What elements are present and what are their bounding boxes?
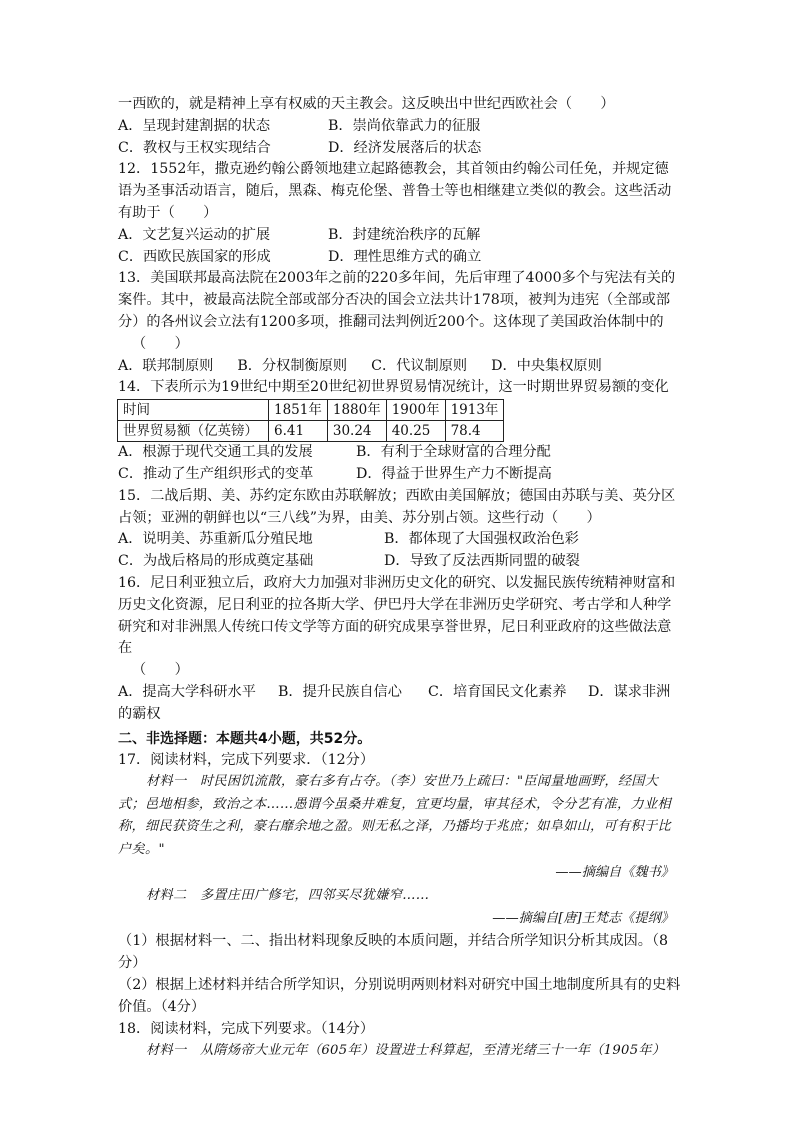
q15-options-row2 — [118, 551, 682, 573]
q16-option-b[interactable]: B．提升民族自信心 — [278, 683, 402, 700]
q17-stem: 17．阅读材料，完成下列要求．（12分） — [118, 751, 375, 768]
q15-option-b[interactable]: B．都体现了大国强权政治色彩 — [384, 531, 579, 548]
table-header-cell: 1913年 — [445, 400, 504, 421]
q17-question-1: （1）根据材料一、二、指出材料现象反映的本质问题，并结合所学知识分析其成因。（8分） — [118, 933, 669, 972]
q13-option-a[interactable]: A．联邦制原则 — [118, 357, 214, 374]
q17-material-2: 材料二 多置庄田广修宅，四邻买尽犹嫌窄…… — [146, 887, 430, 903]
q13-option-c[interactable]: C．代议制原则 — [371, 357, 468, 374]
table-header-cell: 1880年 — [327, 400, 386, 421]
q13-stem: 13．美国联邦最高法院在2003年之前的220多年间，先后审理了4000多个与宪法有关的案件。其中，被最高法院全部或部分否决的国会立法共计178项，被判为违宪（全部或部分）的各州议会立法有1200多项，推翻司法判例近200个。这体现了美国政治体制中的 — [118, 270, 676, 330]
q16-option-d[interactable]: D．谋求非洲 — [588, 683, 671, 700]
q16-option-d-continued: 的霸权 — [118, 705, 161, 722]
q15-option-d[interactable]: D．导致了反法西斯同盟的破裂 — [384, 553, 580, 570]
q12-options-row1 — [118, 225, 682, 247]
q14-options-row2 — [118, 464, 682, 486]
q12-options-row2 — [118, 247, 682, 269]
table-header-cell: 1851年 — [269, 400, 328, 421]
q15-option-a[interactable]: A．说明美、苏重新瓜分殖民地 — [118, 531, 313, 548]
q16-options-row — [118, 682, 682, 704]
q15-option-c[interactable]: C．为战后格局的形成奠定基础 — [118, 553, 314, 570]
q11-options-row2 — [118, 138, 682, 160]
q14-option-a[interactable]: A．根源于现代交通工具的发展 — [118, 444, 313, 461]
table-cell: 世界贸易额（亿英镑） — [118, 421, 269, 442]
table-row — [118, 421, 504, 442]
q16-stem: 16．尼日利亚独立后，政府大力加强对非洲历史文化的研究、以发掘民族传统精神财富和历史文化资源，尼日利亚的拉各斯大学、伊巴丹大学在非洲历史学研究、考古学和人种学研究和对非洲黑人传统口传文学等方面的研究成果享誉世界，尼日利亚政府的这些做法意在 — [118, 574, 676, 657]
q16-option-c[interactable]: C．培育国民文化素养 — [428, 683, 567, 700]
q12-option-a[interactable]: A．文艺复兴运动的扩展 — [118, 226, 271, 243]
q17-material-2-source: ——摘编自[唐]王梵志《提纲》 — [492, 911, 674, 927]
q11-options-row1 — [118, 116, 682, 138]
table-cell: 6.41 — [269, 421, 328, 442]
q12-option-b[interactable]: B．封建统治秩序的瓦解 — [328, 226, 481, 243]
q13-options-row — [118, 356, 682, 378]
q12-stem: 12．1552年，撒克逊约翰公爵领地建立起路德教会，其首领由约翰公司任免，并规定德语为圣事活动语言，随后，黑森、梅克伦堡、普鲁士等也相继建立类似的教会。这些活动有助于（ ） — [118, 161, 672, 221]
q15-stem: 15．二战后期、美、苏约定东欧由苏联解放；西欧由美国解放；德国由苏联与美、英分区占领；亚洲的朝鲜也以“三八线”为界，由美、苏分别占领。这些行动（ ） — [118, 487, 676, 526]
exam-page — [118, 94, 682, 1063]
q17-question-2: （2）根据上述材料并结合所学知识，分别说明两则材料对研究中国土地制度所具有的史料价值。（4分） — [118, 976, 681, 1015]
table-header-row — [118, 400, 504, 421]
q11-option-c[interactable]: C．教权与王权实现结合 — [118, 139, 271, 156]
q14-stem: 14．下表所示为19世纪中期至20世纪初世界贸易情况统计，这一时期世界贸易额的变化 — [118, 379, 669, 396]
q12-option-d[interactable]: D．理性思维方式的确立 — [328, 248, 482, 265]
table-header-cell: 1900年 — [386, 400, 445, 421]
q11-option-d[interactable]: D．经济发展落后的状态 — [328, 139, 482, 156]
q14-option-d[interactable]: D．得益于世界生产力不断提高 — [356, 465, 552, 482]
q14-option-b[interactable]: B．有利于全球财富的合理分配 — [356, 444, 551, 461]
q11-option-a[interactable]: A．呈现封建割据的状态 — [118, 117, 271, 134]
q16-option-a[interactable]: A．提高大学科研水平 — [118, 683, 256, 700]
q18-stem: 18．阅读材料，完成下列要求。（14分） — [118, 1020, 375, 1037]
q17-material-1: 材料一 时民困饥流散，豪右多有占夺。（李）安世乃上疏曰："臣闻量地画野，经国大式；邑地相参，致治之本……愚谓今虽桑井难复，宜更均量，审其径术，令分艺有准，力业相称，细民获资生之利，豪右靡余地之盈。则无私之泽，乃播均于兆庶；如阜如山，可有积于比户矣。" — [118, 774, 671, 857]
trade-table — [117, 399, 504, 442]
q13-option-b[interactable]: B．分权制衡原则 — [237, 357, 348, 374]
q15-options-row1 — [118, 529, 682, 551]
table-cell: 78.4 — [445, 421, 504, 442]
q12-option-c[interactable]: C．西欧民族国家的形成 — [118, 248, 271, 265]
section-title: 二、非选择题：本题共4小题，共52分。 — [118, 730, 372, 747]
q14-options-row1 — [118, 442, 682, 464]
table-header-cell: 时间 — [118, 400, 269, 421]
q14-option-c[interactable]: C．推动了生产组织形式的变革 — [118, 465, 314, 482]
q13-answer-paren: （ ） — [132, 335, 189, 352]
table-cell: 30.24 — [327, 421, 386, 442]
q11-option-b[interactable]: B．崇尚依靠武力的征服 — [328, 117, 481, 134]
q18-material-1: 材料一 从隋炀帝大业元年（605年）设置进士科算起，至清光绪三十一年（1905年） — [146, 1043, 666, 1059]
q11-stem: 一西欧的，就是精神上享有权威的天主教会。这反映出中世纪西欧社会（ ） — [118, 96, 615, 112]
q17-material-1-source: ——摘编自《魏书》 — [555, 864, 674, 880]
q16-answer-paren: （ ） — [132, 662, 189, 679]
q13-option-d[interactable]: D．中央集权原则 — [491, 357, 602, 374]
table-cell: 40.25 — [386, 421, 445, 442]
